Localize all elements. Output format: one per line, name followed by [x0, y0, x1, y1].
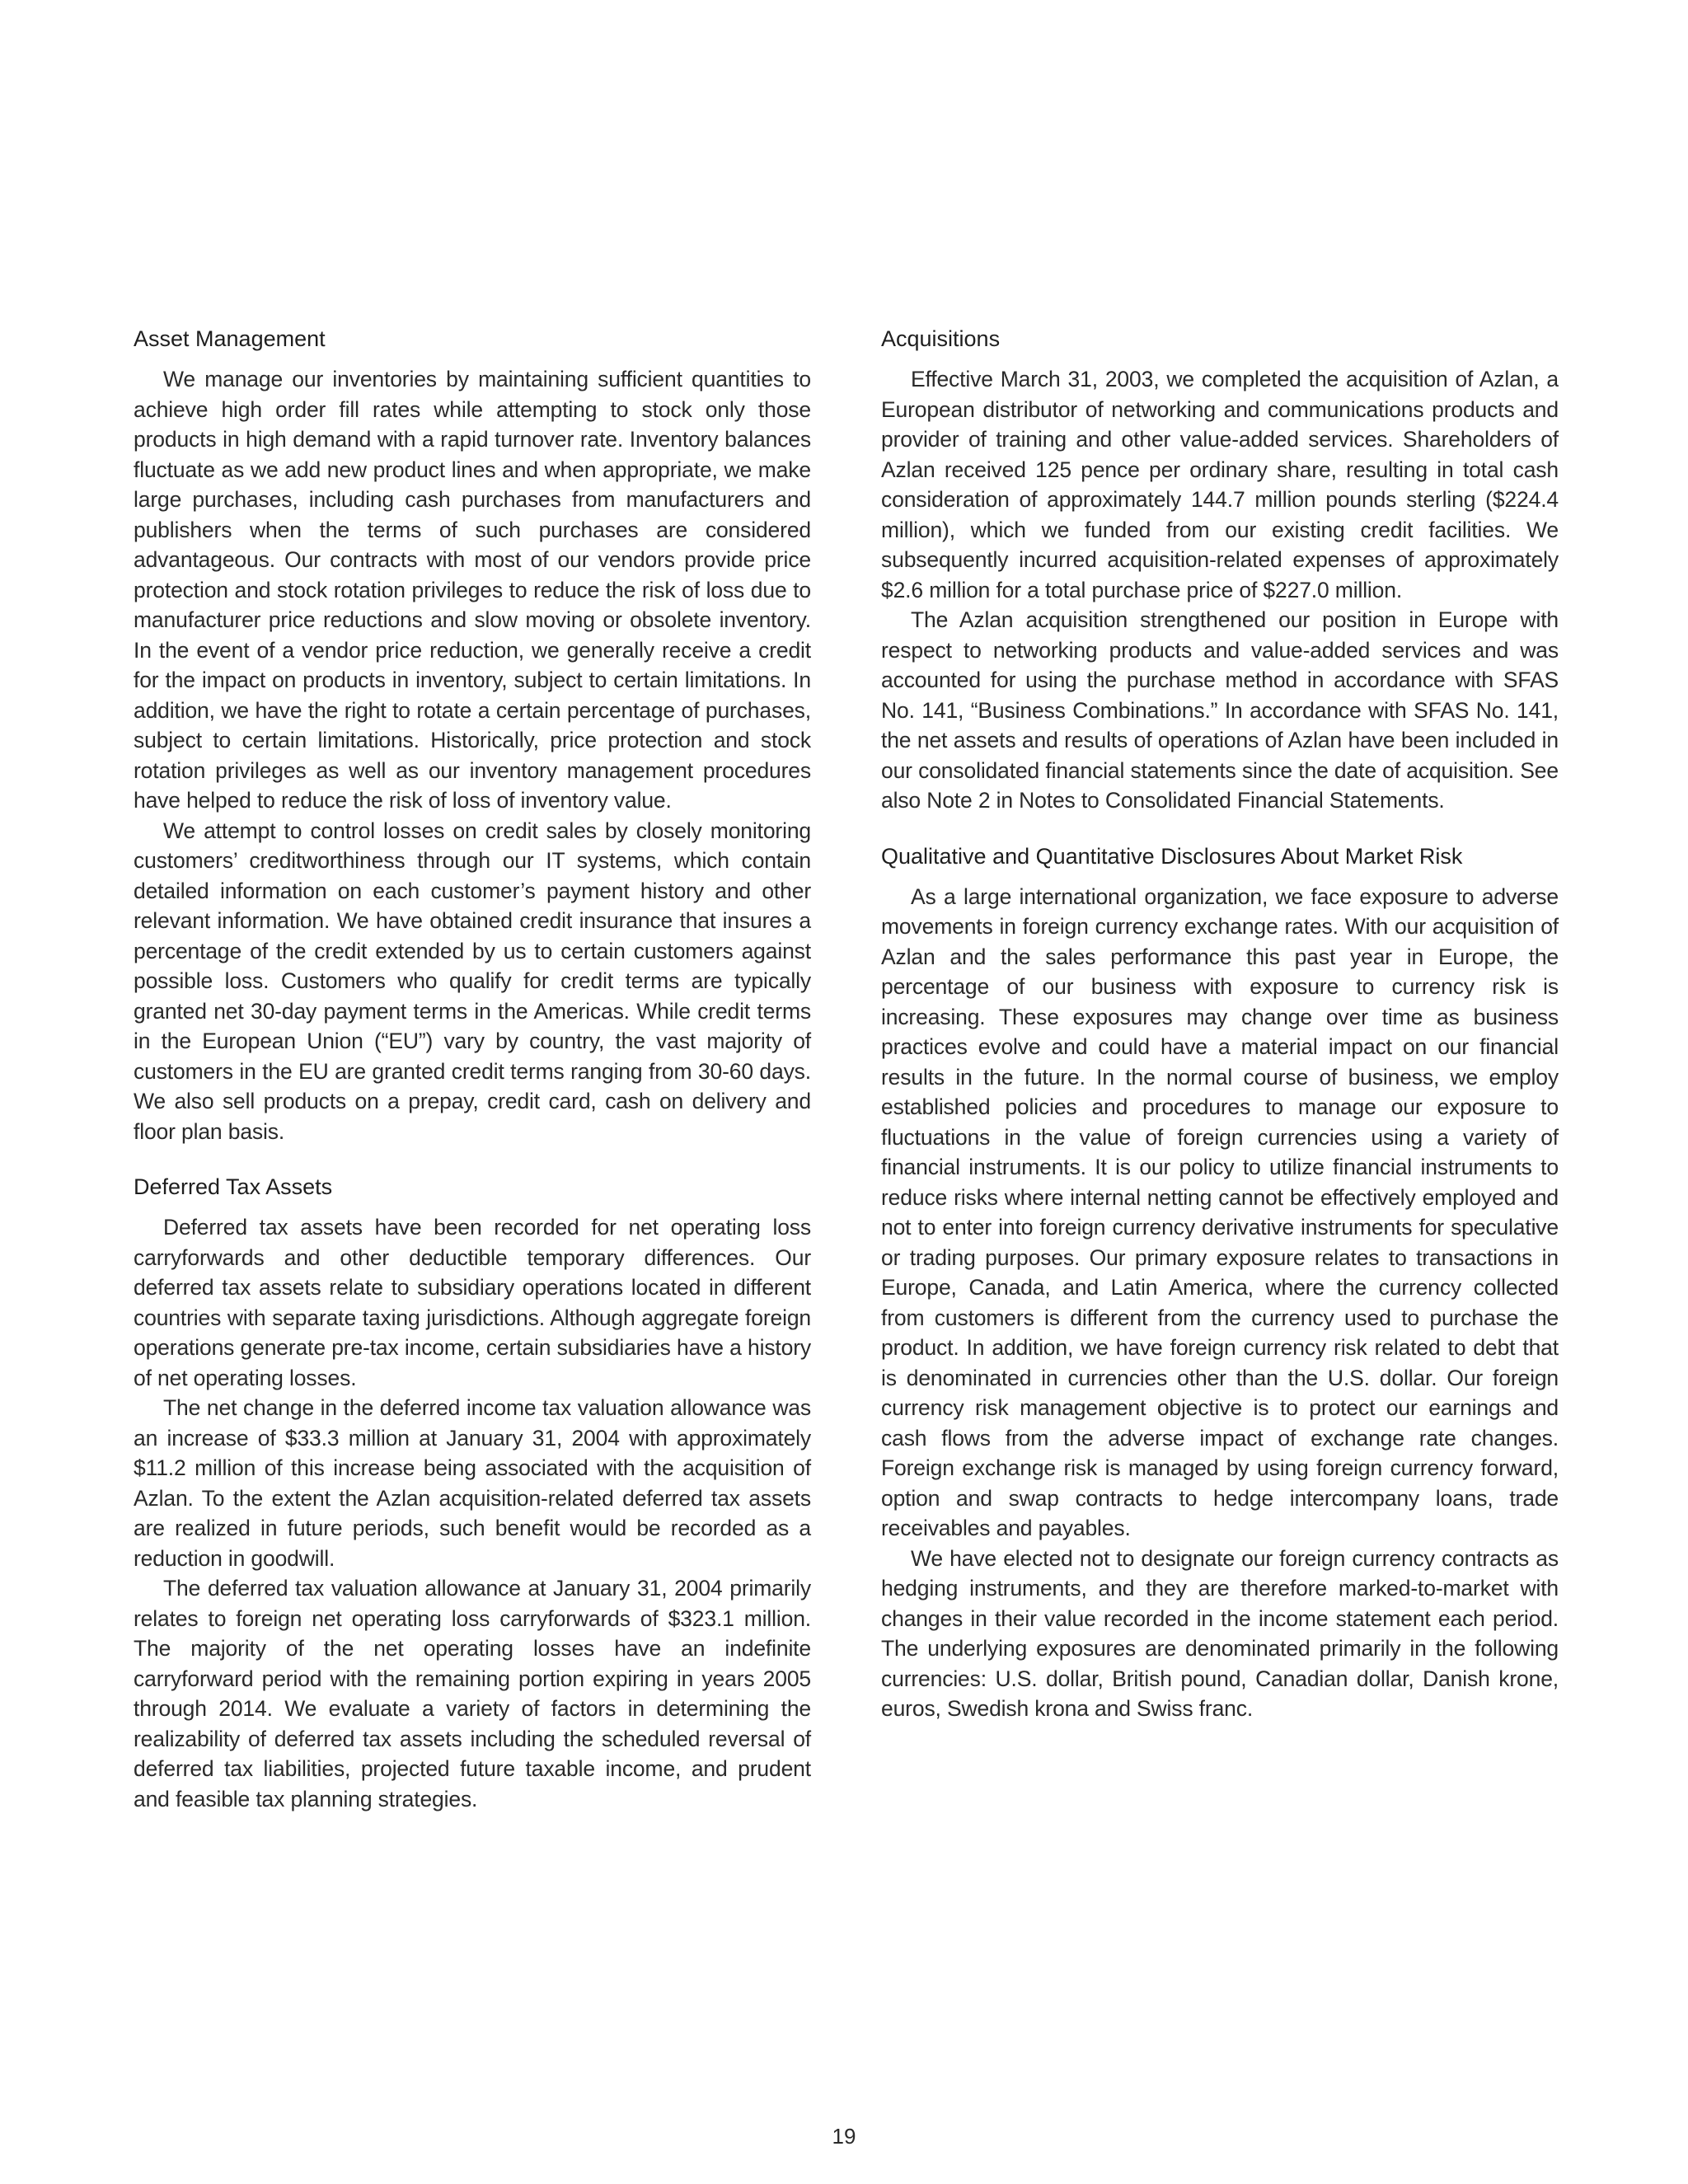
- left-column: [134, 323, 811, 1814]
- paragraph: The Azlan acquisition strengthened our position in Europe with respect to networking products and value-added services and was accounted for using the purchase method in accordance with SFAS No. 141, “Business Combinations.” In accordance with SFAS No. 141, the net assets and results of operations of Azlan have been included in our consolidated financial statements since the date of acquisition. See also Note 2 in Notes to Consolidated Financial Statements.: [881, 607, 1559, 813]
- section-heading: Deferred Tax Assets: [134, 1174, 333, 1199]
- paragraph: As a large international organization, we face exposure to adverse movements in foreign currency exchange rates. With our acquisition of Azlan and the sales performance this past year in Europe, the percentage of our business with exposure to currency risk is increasing. These exposures may change over time as business practices evolve and could have a material impact on our financial results in the future. In the normal course of business, we employ established policies and procedures to manage our exposure to fluctuations in the value of foreign currencies using a variety of financial instruments. It is our policy to utilize financial instruments to reduce risks where internal netting cannot be effectively employed and not to enter into foreign currency derivative instruments for speculative or trading purposes. Our primary exposure relates to transactions in Europe, Canada, and Latin America, where the currency collected from customers is different from the currency used to purchase the product. In addition, we have foreign currency risk related to debt that is denominated in currencies other than the U.S. dollar. Our foreign currency risk management objective is to protect our earnings and cash flows from the adverse impact of exchange rate changes. Foreign exchange risk is managed by using foreign currency forward, option and swap contracts to hedge intercompany loans, trade receivables and payables.: [881, 883, 1559, 1540]
- paragraph: We manage our inventories by maintaining sufficient quantities to achieve high order fill rates while attempting to stock only those products in high demand with a rapid turnover rate. Inventory balances fluctuate as we add new product lines and when appropriate, we make large purchases, including cash purchases from manufacturers and publishers when the terms of such purchases are considered advantageous. Our contracts with most of our vendors provide price protection and stock rotation privileges to reduce the risk of loss due to manufacturer price reductions and slow moving or obsolete inventory. In the event of a vendor price reduction, we generally receive a credit for the impact on products in inventory, subject to certain limitations. In addition, we have the right to rotate a certain percentage of purchases, subject to certain limitations. Historically, price protection and stock rotation privileges as well as our inventory management procedures have helped to reduce the risk of loss of inventory value.: [134, 367, 811, 813]
- paragraph: We have elected not to designate our foreign currency contracts as hedging instruments, and they are therefore marked-to-market with changes in their value recorded in the income statement each period. The underlying exposures are denominated primarily in the following currencies: U.S. dollar, British pound, Canadian dollar, Danish krone, euros, Swedish krona and Swiss franc.: [881, 1545, 1559, 1721]
- paragraph: Deferred tax assets have been recorded for net operating loss carryforwards and other deductible temporary differences. Our deferred tax assets relate to subsidiary operations located in different countries with separate taxing jurisdictions. Although aggregate foreign operations generate pre-tax income, certain subsidiaries have a history of net operating losses.: [134, 1215, 811, 1390]
- section-acquisitions: [881, 323, 1559, 816]
- section-heading: Qualitative and Quantitative Disclosures About Market Risk: [881, 843, 1463, 869]
- paragraph: The net change in the deferred income tax valuation allowance was an increase of $33.3 million at January 31, 2004 with approximately $11.2 million of this increase being associated with the acquisition of Azlan. To the extent the Azlan acquisition-related deferred tax assets are realized in future periods, such benefit would be recorded as a reduction in goodwill.: [134, 1395, 811, 1571]
- section-asset-management: [134, 323, 811, 1146]
- section-deferred-tax-assets: [134, 1171, 811, 1814]
- page-number: 19: [832, 2124, 856, 2149]
- paragraph: We attempt to control losses on credit sales by closely monitoring customers’ creditworthiness through our IT systems, which contain detailed information on each customer’s payment history and other relevant information. We have obtained credit insurance that insures a percentage of the credit extended by us to certain customers against possible loss. Customers who qualify for credit terms are typically granted net 30-day payment terms in the Americas. While credit terms in the European Union (“EU”) vary by country, the vast majority of customers in the EU are granted credit terms ranging from 30-60 days. We also sell products on a prepay, credit card, cash on delivery and floor plan basis.: [134, 818, 811, 1144]
- right-column: [881, 323, 1559, 1724]
- section-heading: Acquisitions: [881, 326, 1001, 351]
- paragraph: The deferred tax valuation allowance at January 31, 2004 primarily relates to foreign net operating loss carryforwards of $323.1 million. The majority of the net operating losses have an indefinite carryforward period with the remaining portion expiring in years 2005 through 2014. We evaluate a variety of factors in determining the realizability of deferred tax assets including the scheduled reversal of deferred tax liabilities, projected future taxable income, and prudent and feasible tax planning strategies.: [134, 1576, 811, 1811]
- section-market-risk: [881, 841, 1559, 1724]
- section-heading: Asset Management: [134, 326, 326, 351]
- paragraph: Effective March 31, 2003, we completed the acquisition of Azlan, a European distributor of networking and communications products and provider of training and other value-added services. Shareholders of Azlan received 125 pence per ordinary share, resulting in total cash consideration of approximately 144.7 million pounds sterling ($224.4 million), which we funded from our existing credit facilities. We subsequently incurred acquisition-related expenses of approximately $2.6 million for a total purchase price of $227.0 million.: [881, 367, 1559, 602]
